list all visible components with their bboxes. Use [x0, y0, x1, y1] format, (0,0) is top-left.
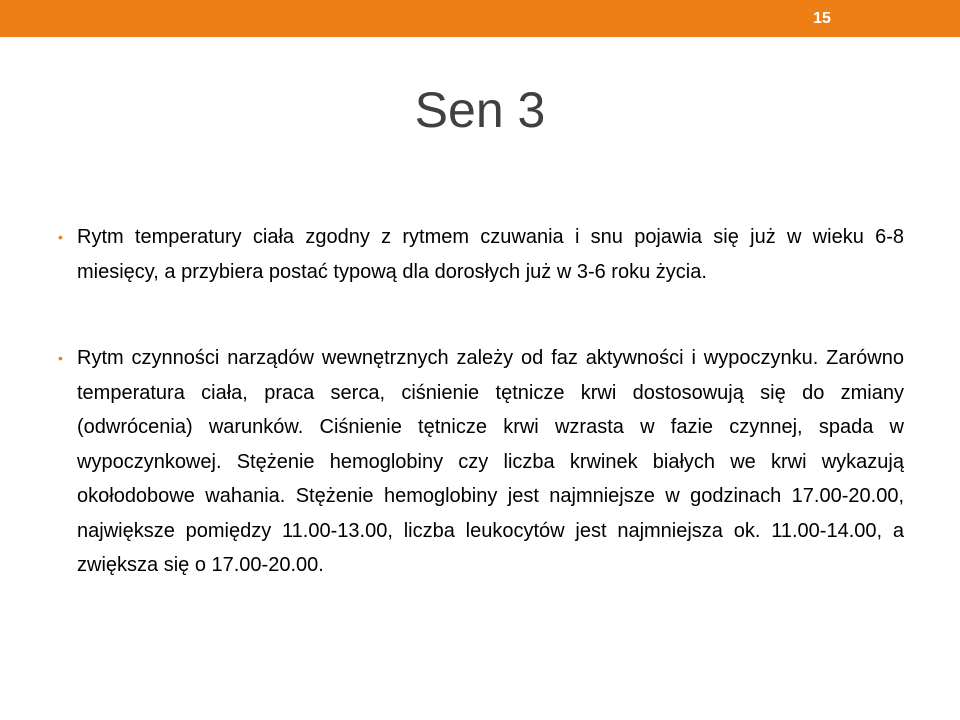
slide-title: Sen 3 [414, 82, 546, 138]
bullet-dot-icon: • [58, 350, 63, 366]
bullet-item [58, 341, 904, 583]
bullet-item [58, 220, 904, 289]
slide-content [58, 220, 904, 583]
page-number: 15 [813, 10, 831, 27]
bullet-text: Rytm temperatury ciała zgodny z rytmem czuwania i snu pojawia się już w wieku 6-8 miesięcy, a przybiera postać typową dla dorosłych już w 3-6 roku życia. [77, 226, 904, 283]
bullet-dot-icon: • [58, 229, 63, 245]
bullet-text: Rytm czynności narządów wewnętrznych zależy od faz aktywności i wypoczynku. Zarówno temperatura ciała, praca serca, ciśnienie tętnicze krwi dostosowują się do zmiany (odwrócenia) warunków. Ciśnienie tętnicze krwi wzrasta w fazie czynnej, spada w wypoczynkowej. Stężenie hemoglobiny czy liczba krwinek białych we krwi wykazują okołodobowe wahania. Stężenie hemoglobiny jest najmniejsze w godzinach 17.00-20.00, największe pomiędzy 11.00-13.00, liczba leukocytów jest najmniejsza ok. 11.00-14.00, a zwiększa się o 17.00-20.00. [77, 347, 904, 576]
